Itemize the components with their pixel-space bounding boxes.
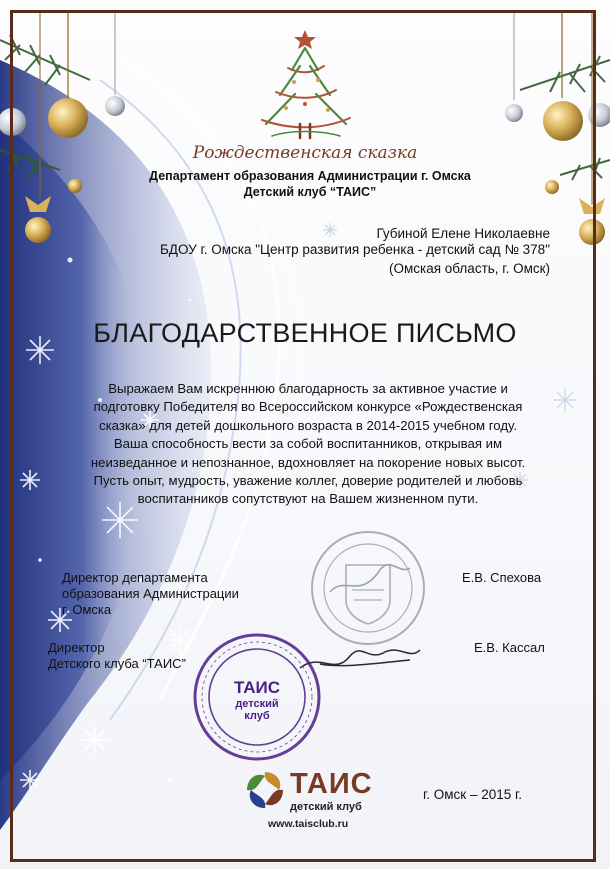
signatory-role-line: образования Администрации <box>62 586 239 601</box>
body-line: подготовку Победителя во Всероссийском конкурсе «Рождественская <box>93 399 523 415</box>
body-line: сказка» для детей дошкольного возраста в 2014-2015 учебном году. <box>99 417 517 433</box>
signatory-role-line: Директор <box>48 640 105 655</box>
signatory-1-name: Е.В. Спехова <box>462 570 542 585</box>
seal-subtitle-line: детский <box>235 698 279 710</box>
signatory-2-role <box>48 640 278 672</box>
seal-name: ТАИС <box>233 678 281 697</box>
signatory-1-role <box>62 570 292 618</box>
footer-logo-subtitle: детский клуб <box>290 801 362 813</box>
body-text <box>58 380 558 509</box>
signatory-role-line: г. Омска <box>62 602 112 617</box>
department-name: Департамент образования Администрации г. Омска <box>149 169 471 183</box>
body-line: Ваша способность вести за собой воспитанников, открывая им <box>113 436 503 452</box>
signatory-2-name: Е.В. Кассал <box>474 640 545 655</box>
footer-logo-url[interactable]: www.taisclub.ru <box>268 818 349 830</box>
seal-subtitle <box>222 698 292 722</box>
body-line: Выражаем Вам искреннюю благодарность за активное участие и <box>108 381 508 396</box>
body-line: неизведанное и непознанное, вдохновляет на покорение новых высот. <box>90 454 526 470</box>
signatory-role-line: Директор департамента <box>62 570 208 585</box>
signatory-role-line: Детского клуба “ТАИС” <box>48 656 186 671</box>
body-line: Пусть опыт, мудрость, уважение коллег, доверие родителей и любовь <box>93 473 523 489</box>
city-date: г. Омск – 2015 г. <box>423 787 523 802</box>
club-name: Детский клуб “ТАИС” <box>243 185 377 199</box>
document-title: БЛАГОДАРСТВЕННОЕ ПИСЬМО <box>93 318 517 348</box>
recipient-name: Губиной Елене Николаевне <box>376 226 550 241</box>
body-line: воспитанников сопутствуют на Вашем жизненном пути. <box>137 491 479 507</box>
footer-logo-name: ТАИС <box>290 768 373 800</box>
brand-script-title: Рождественская сказка <box>192 143 418 163</box>
recipient-organization: БДОУ г. Омска "Центр развития ребенка - детский сад № 378" <box>159 242 550 257</box>
recipient-location: (Омская область, г. Омск) <box>389 261 550 276</box>
seal-subtitle-line: клуб <box>244 710 270 722</box>
